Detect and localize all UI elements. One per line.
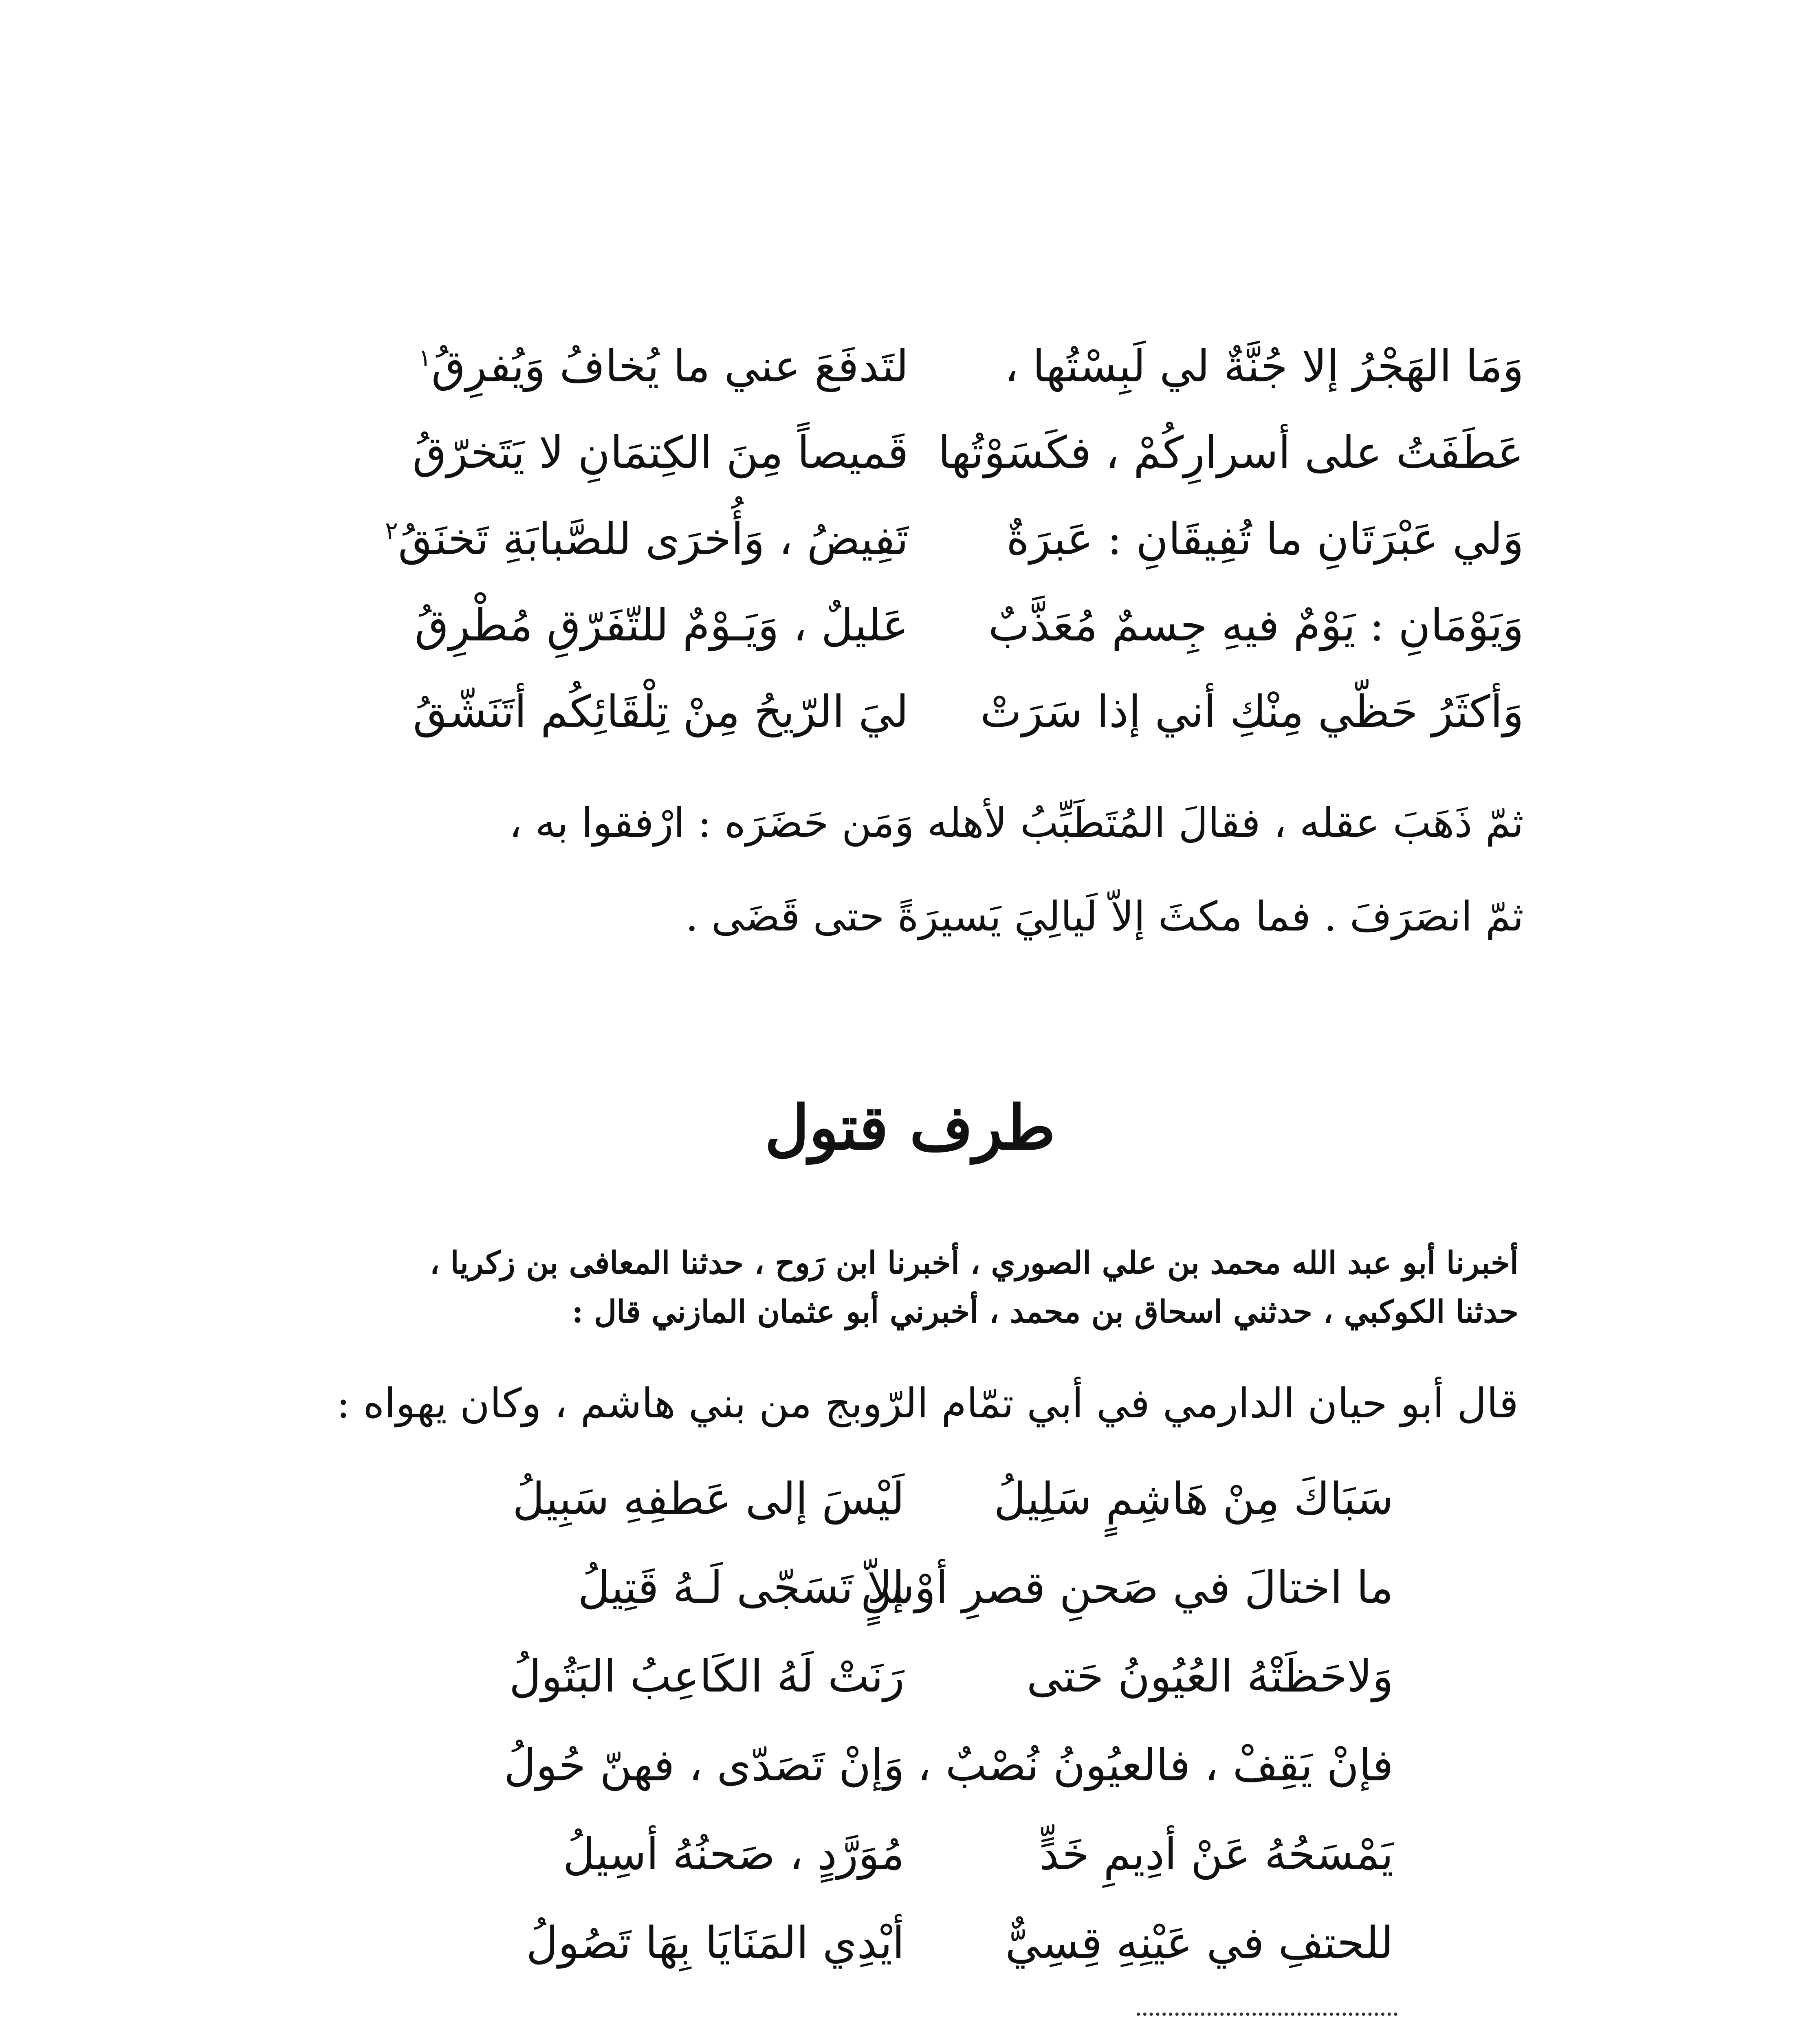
verse-second-hemistich: إلاّ تَسَجّى لَـهُ قَتِيلُ (578, 1562, 904, 1613)
footnote-separator (1137, 2013, 1397, 2016)
isnad-line: أخبرنا أبو عبد الله محمد بن علي الصوري ، أخبرنا ابن رَوح ، حدثنا المعافى بن زكريا ، (429, 1245, 1519, 1281)
poem-top-verse-1 (318, 334, 1524, 420)
poem-bottom-verse-1 (448, 1467, 1393, 1555)
verse-first-hemistich: عَطَفَتُ على أسرارِكُمْ ، فكَسَوْتُها (938, 427, 1524, 478)
prose-line: ثمّ ذَهَبَ عقله ، فقالَ المُتَطَبِّبُ لأهله وَمَن حَضَرَه : ارْفقوا به ، (509, 799, 1524, 847)
verse-second-hemistich (318, 334, 909, 399)
poem-bottom-verse-4 (448, 1733, 1393, 1822)
poem-top-verse-3 (318, 507, 1524, 593)
verse-first-hemistich: وَمَا الهَجْرُ إلا جُنَّةٌ لي لَبِسْتُها ، (1004, 341, 1524, 392)
verse-first-hemistich: يَمْسَحُهُ عَنْ أدِيمِ خَدٍّ (1039, 1829, 1393, 1880)
footnote-ref: ١ (418, 344, 431, 372)
verse-first-hemistich: سَبَاكَ مِنْ هَاشِمٍ سَلِيلُ (994, 1474, 1393, 1524)
poem-intro: قال أبو حيان الدارمي في أبي تمّام الرّوبج من بني هاشم ، وكان يهواه : (336, 1379, 1519, 1427)
verse-second-hemistich: أيْدِي المَنَايَا بِهَا تَصُولُ (526, 1918, 904, 1969)
poem-bottom (448, 1467, 1393, 2000)
verse-second-hemistich: وَإنْ تَصَدّى ، فهنّ حُولُ (504, 1740, 904, 1791)
section-heading: طرف قتول (764, 1092, 1056, 1164)
poem-top-verse-2 (318, 420, 1524, 507)
verse-second-hemistich: ليَ الرّيحُ مِنْ تِلْقَائِكُم أتَنَشّقُ (413, 686, 909, 737)
verse-second-hemistich (318, 507, 909, 572)
verse-second-hemistich: مُوَرَّدٍ ، صَحنُهُ أسِيلُ (563, 1829, 904, 1880)
prose-line: ثمّ انصَرَفَ . فما مكثَ إلاّ لَيالِيَ يَسيرَةً حتى قَضَى . (685, 893, 1524, 940)
hemistich-text: لتَدفَعَ عني ما يُخافُ وَيُفرِقُ (431, 341, 909, 392)
verse-second-hemistich: قَميصاً مِنَ الكِتمَانِ لا يَتَخرّقُ (412, 427, 909, 478)
verse-first-hemistich: وَلاحَظَتْهُ العُيُونُ حَتى (1026, 1651, 1393, 1702)
hemistich-text: تَفِيضُ ، وَأُخرَى للصَّبابَةِ تَخنَقُ (398, 514, 909, 565)
verse-first-hemistich: للحتفِ في عَيْنِهِ قِسِيٌّ (1005, 1918, 1393, 1969)
verse-second-hemistich: رَنَتْ لَهُ الكَاعِبُ البَتُولُ (509, 1651, 904, 1702)
poem-top (318, 334, 1524, 766)
verse-second-hemistich: لَيْسَ إلى عَطفِهِ سَبِيلُ (512, 1474, 904, 1524)
verse-first-hemistich: وَيَوْمَانِ : يَوْمٌ فيهِ جِسمٌ مُعَذَّبٌ (988, 600, 1524, 651)
verse-first-hemistich: وَأكثَرُ حَظّي مِنْكِ أني إذا سَرَتْ (980, 686, 1524, 737)
poem-bottom-verse-5 (448, 1822, 1393, 1911)
poem-top-verse-4 (318, 593, 1524, 680)
poem-bottom-verse-2 (448, 1555, 1393, 1644)
verse-first-hemistich: ما اختالَ في صَحنِ قصرِ أوْسٍ (860, 1562, 1393, 1613)
poem-bottom-verse-6 (448, 1911, 1393, 2000)
verse-first-hemistich: وَلي عَبْرَتَانِ ما تُفِيقَانِ : عَبرَةٌ (1006, 514, 1524, 565)
isnad-chain (296, 1238, 1519, 1336)
verse-second-hemistich: عَليلٌ ، وَيَـوْمٌ للتّفَرّقِ مُطْرِقُ (414, 600, 909, 651)
poem-bottom-verse-3 (448, 1644, 1393, 1733)
verse-first-hemistich: فإنْ يَقِفْ ، فالعيُونُ نُصْبٌ ، (917, 1740, 1393, 1791)
prose-paragraph (509, 776, 1524, 964)
isnad-line: حدثنا الكوكبي ، حدثني اسحاق بن محمد ، أخبرني أبو عثمان المازني قال : (572, 1293, 1519, 1330)
footnote-ref: ٢ (385, 517, 398, 545)
poem-top-verse-5 (318, 680, 1524, 766)
